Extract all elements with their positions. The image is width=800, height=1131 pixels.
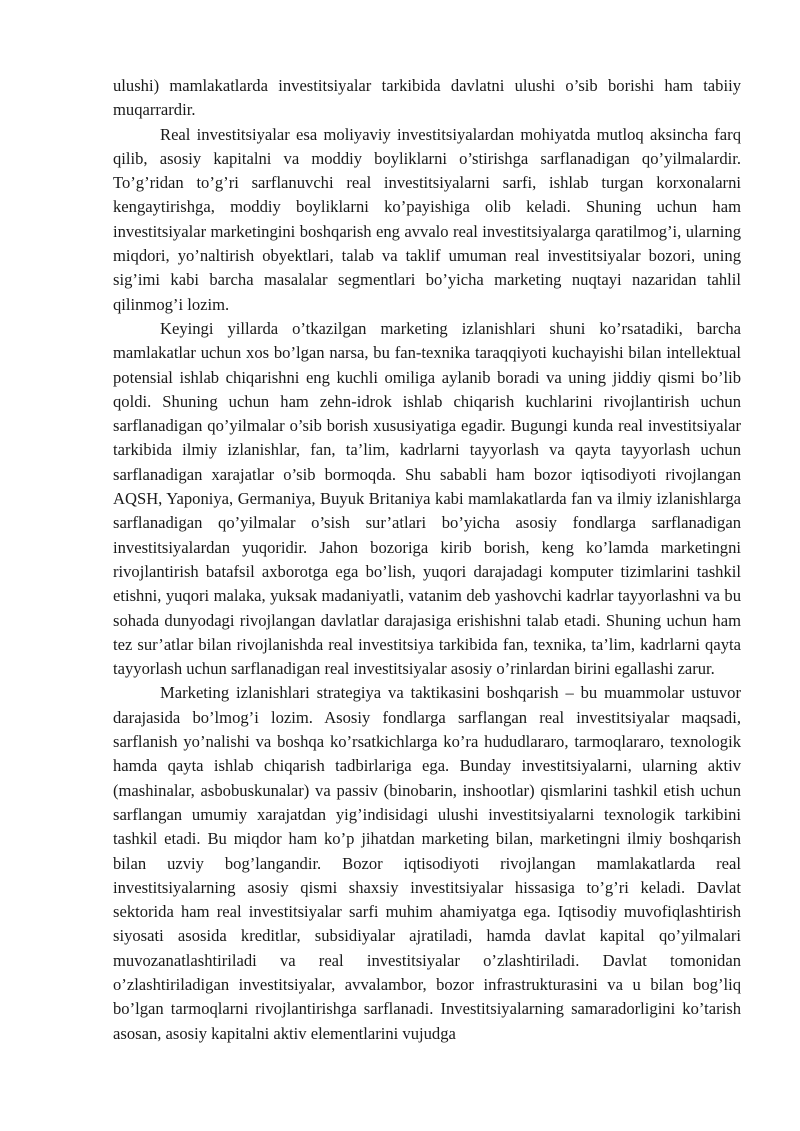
paragraph-strategy-management: Marketing izlanishlari strategiya va taktikasini boshqarish – bu muammolar ustuvor darajasida bo’lmog’i lozim. Asosiy fondlarga sarflangan real investitsiyalar maqsadi, sarflanish yo’nalishi va boshqa ko’rsatkichlarga ko’ra hududlararo, tarmoqlararo, texnologik hamda qayta ishlab chiqarish tadbirlariga ega. Bunday investitsiyalarni, ularning aktiv (mashinalar, asbobuskunalar) va passiv (binobarin, inshootlar) qismlarini tashkil etish uchun sarflangan umumiy xarajatdan yig’indisidagi ulushi investitsiyalarni texnologik tarkibini tashkil etadi. Bu miqdor ham ko’p jihatdan marketing bilan, marketingni ilmiy boshqarish bilan uzviy bog’langandir. Bozor iqtisodiyoti rivojlangan mamlakatlarda real investitsiyalarning asosiy qismi shaxsiy investitsiyalar hissasiga to’g’ri keladi. Davlat sektorida ham real investitsiyalar sarfi muhim ahamiyatga ega. Iqtisodiy muvofiqlashtirish siyosati asosida kreditlar, subsidiyalar ajratiladi, hamda davlat kapital qo’yilmalari muvozanatlashtiriladi va real investitsiyalar o’zlashtiriladi. Davlat tomonidan o’zlashtiriladigan investitsiyalar, avvalambor, bozor infrastrukturasini va u bilan bog’liq bo’lgan tarmoqlarni rivojlantirishga sarflanadi. Investitsiyalarning samaradorligini ko’tarish asosan, asosiy kapitalni aktiv elementlarini vujudga xyxy=(113,683,741,1043)
document-page xyxy=(113,74,741,1046)
paragraph-real-investments: Real investitsiyalar esa moliyaviy investitsiyalardan mohiyatda mutloq aksincha farq qilib, asosiy kapitalni va moddiy boyliklarni o’stirishga sarflanadigan qo’yilmalardir. To’g’ridan to’g’ri sarflanuvchi real investitsiyalarni sarfi, ishlab turgan korxonalarni kengaytirishga, moddiy boyliklarni ko’payishiga olib keladi. Shuning uchun ham investitsiyalar marketingini boshqarish eng avvalo real investitsiyalarga qaratilmog’i, ularning miqdori, yo’naltirish obyektlari, talab va taklif umuman real investitsiyalar bozori, uning sig’imi kabi barcha masalalar segmentlari bo’yicha marketing nuqtayi nazaridan tahlil qilinmog’i lozim. xyxy=(113,124,741,314)
paragraph-marketing-research: Keyingi yillarda o’tkazilgan marketing izlanishlari shuni ko’rsatadiki, barcha mamlakatlar uchun xos bo’lgan narsa, bu fan-texnika taraqqiyoti kuchayishi bilan intellektual potensial ishlab chiqarishni eng kuchli omiliga aylanib boradi va uning jiddiy qismi bo’lib qoldi. Shuning uchun ham zehn-idrok ishlab chiqarish kuchlarini rivojlantirish uchun sarflanadigan qo’yilmalar o’sib borish xususiyatiga egadir. Bugungi kunda real investitsiyalar tarkibida ilmiy izlanishlar, fan, ta’lim, kadrlarni tayyorlash va qayta tayyorlash uchun sarflanadigan xarajatlar o’sib bormoqda. Shu sababli ham bozor iqtisodiyoti rivojlangan AQSH, Yaponiya, Germaniya, Buyuk Britaniya kabi mamlakatlarda fan va ilmiy izlanishlarga sarflanadigan qo’yilmalar o’sish sur’atlari bo’yicha asosiy fondlarga sarflanadigan investitsiyalardan yuqoridir. Jahon bozoriga kirib borish, keng ko’lamda marketingni rivojlantirish batafsil axborotga ega bo’lish, yuqori darajadagi komputer tizimlarini tashkil etishni, yuqori malaka, yuksak madaniyatli, vatanim deb yashovchi kadrlar tayyorlashni va bu sohada dunyodagi rivojlangan davlatlar darajasiga erishishni talab etadi. Shuning uchun ham tez sur’atlar bilan rivojlanishda real investitsiya tarkibida fan, texnika, ta’lim, kadrlarni qayta tayyorlash uchun sarflanadigan real investitsiyalar asosiy o’rinlardan birini egallashi zarur. xyxy=(113,318,741,679)
paragraph-continuation: ulushi) mamlakatlarda investitsiyalar tarkibida davlatni ulushi o’sib borishi ham tabiiy muqarrardir. xyxy=(113,76,741,120)
